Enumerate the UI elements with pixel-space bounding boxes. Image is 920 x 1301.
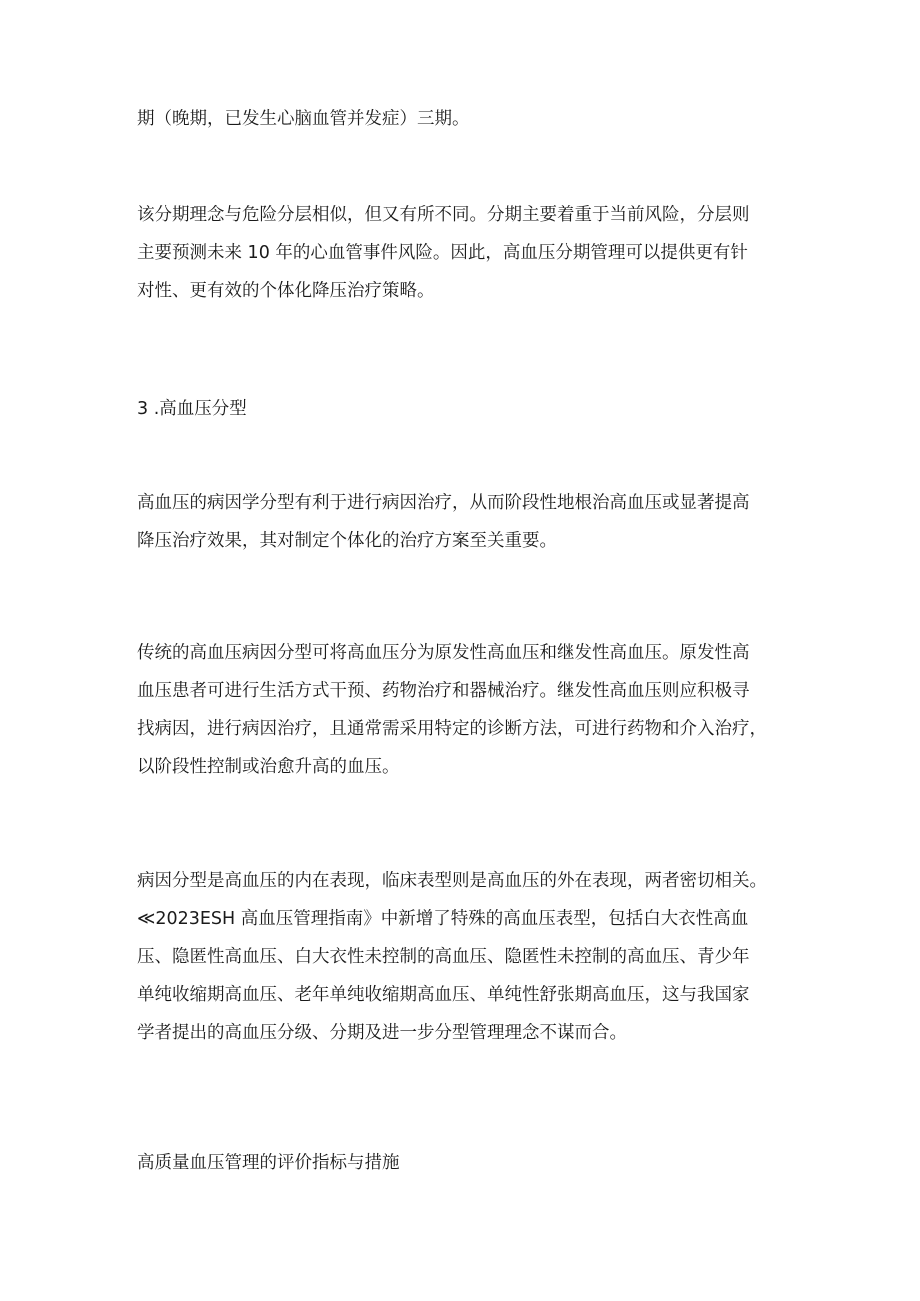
text-line: 压、隐匿性高血压、白大衣性未控制的高血压、隐匿性未控制的高血压、青少年	[137, 947, 750, 967]
text-line: 该分期理念与危险分层相似，但又有所不同。分期主要着重于当前风险，分层则	[137, 205, 750, 225]
text-line: 高血压的病因学分型有利于进行病因治疗，从而阶段性地根治高血压或显著提高	[137, 493, 750, 513]
paragraph-clinical-phenotypes	[137, 862, 797, 1052]
section-heading-hypertension-typing	[137, 390, 797, 428]
heading-text: 高质量血压管理的评价指标与措施	[137, 1153, 400, 1173]
text-line: 期（晚期，已发生心脑血管并发症）三期。	[137, 109, 470, 129]
text-line: 病因分型是高血压的内在表现，临床表型则是高血压的外在表现，两者密切相关。	[137, 871, 767, 891]
text-line: ≪2023ESH 高血压管理指南》中新增了特殊的高血压表型，包括白大衣性高血	[137, 909, 749, 929]
text-line: 血压患者可进行生活方式干预、药物治疗和器械治疗。继发性高血压则应积极寻	[137, 681, 750, 701]
paragraph-staging-end	[137, 100, 797, 138]
text-line: 对性、更有效的个体化降压治疗策略。	[137, 281, 435, 301]
text-line: 单纯收缩期高血压、老年单纯收缩期高血压、单纯性舒张期高血压，这与我国家	[137, 985, 750, 1005]
text-line: 主要预测未来 10 年的心血管事件风险。因此，高血压分期管理可以提供更有针	[137, 243, 748, 263]
text-line: 找病因，进行病因治疗，且通常需采用特定的诊断方法，可进行药物和介入治疗，	[137, 719, 767, 739]
section-heading-quality-management	[137, 1144, 797, 1182]
text-line: 学者提出的高血压分级、分期及进一步分型管理理念不谋而合。	[137, 1023, 627, 1043]
paragraph-traditional-typing	[137, 634, 797, 786]
text-line: 降压治疗效果，其对制定个体化的治疗方案至关重要。	[137, 531, 557, 551]
text-line: 传统的高血压病因分型可将高血压分为原发性高血压和继发性高血压。原发性高	[137, 643, 750, 663]
paragraph-etiological-typing	[137, 484, 797, 560]
paragraph-staging-vs-stratification	[137, 196, 797, 310]
text-line: 以阶段性控制或治愈升高的血压。	[137, 757, 400, 777]
heading-text: 3 .高血压分型	[137, 399, 247, 419]
